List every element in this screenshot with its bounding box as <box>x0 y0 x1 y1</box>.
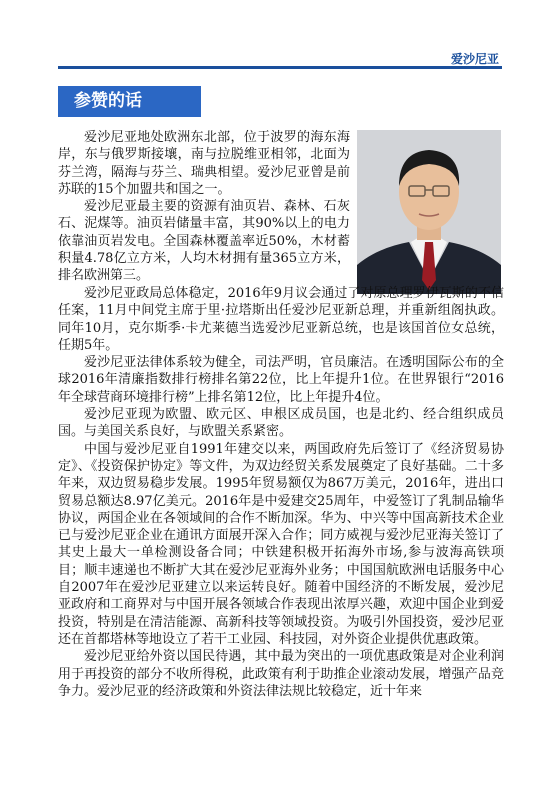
header-country-label: 爱沙尼亚 <box>450 52 499 66</box>
portrait-photo <box>357 130 501 294</box>
paragraph-relations: 爱沙尼亚现为欧盟、欧元区、申根区成员国，也是北约、经合组织成员国。与美国关系良好，与欧盟关系紧密。 <box>58 407 504 440</box>
paragraph-investment-policy: 爱沙尼亚给外资以国民待遇，其中最为突出的一项优惠政策是对企业利润用于再投资的部分不收所得税，此政策有利于助推企业滚动发展，增强产品竞争力。爱沙尼亚的经济政策和外资法律法规比较稳定，近十年来 <box>58 649 504 699</box>
paragraph-geography: 爱沙尼亚地处欧洲东北部，位于波罗的海东海岸，东与俄罗斯接壤，南与拉脱维亚相邻，北面为芬兰湾，隔海与芬兰、瑞典相望。爱沙尼亚曾是前苏联的15个加盟共和国之一。 <box>58 130 350 197</box>
paragraph-resources: 爱沙尼亚最主要的资源有油页岩、森林、石灰石、泥煤等。油页岩储量丰富，其90%以上的电力依靠油页岩发电。全国森林覆盖率近50%，木材蓄积量4.78亿立方米，人均木材拥有量365立方米，排名欧洲第三。 <box>58 199 350 284</box>
paragraph-legal: 爱沙尼亚法律体系较为健全，司法严明，官员廉洁。在透明国际公布的全球2016年清廉指数排行榜排名第22位，比上年提升1位。在世界银行“2016年全球营商环境排行榜”上排名第12位，比上年提升4位。 <box>58 355 504 405</box>
header-divider <box>58 66 502 69</box>
body-text-wide <box>58 285 504 700</box>
section-title-banner: 参赞的话 <box>58 86 201 117</box>
paragraph-politics: 爱沙尼亚政局总体稳定，2016年9月议会通过了对原总理罗伊瓦斯的不信任案，11月中间党主席于里·拉塔斯出任爱沙尼亚新总理，并重新组阁执政。同年10月，克尔斯季·卡尤莱德当选爱沙尼亚新总统，也是该国首位女总统，任期5年。 <box>58 286 504 353</box>
paragraph-china-trade: 中国与爱沙尼亚自1991年建交以来，两国政府先后签订了《经济贸易协定》、《投资保护协定》等文件，为双边经贸关系发展奠定了良好基础。二十多年来，双边贸易稳步发展。1995年贸易额仅为867万美元，2016年，进出口贸易总额达8.97亿美元。2016年是中爱建交25周年，中爱签订了乳制品输华协议，两国企业在各领域间的合作不断加深。华为、中兴等中国高新技术企业已与爱沙尼亚企业在通讯方面展开深入合作；同方威视与爱沙尼亚海关签订了其史上最大一单检测设备合同；中铁建积极开拓海外市场,参与波海高铁项目；顺丰速递也不断扩大其在爱沙尼亚海外业务；中国国航欧洲电话服务中心自2007年在爱沙尼亚建立以来运转良好。随着中国经济的不断发展，爱沙尼亚政府和工商界对与中国开展各领域合作表现出浓厚兴趣，欢迎中国企业到爱投资，特别是在清洁能源、高新科技等领域投资。为吸引外国投资，爱沙尼亚还在首都塔林等地设立了若干工业园、科技园，对外资企业提供优惠政策。 <box>58 441 504 647</box>
intro-text-narrow <box>58 129 350 285</box>
